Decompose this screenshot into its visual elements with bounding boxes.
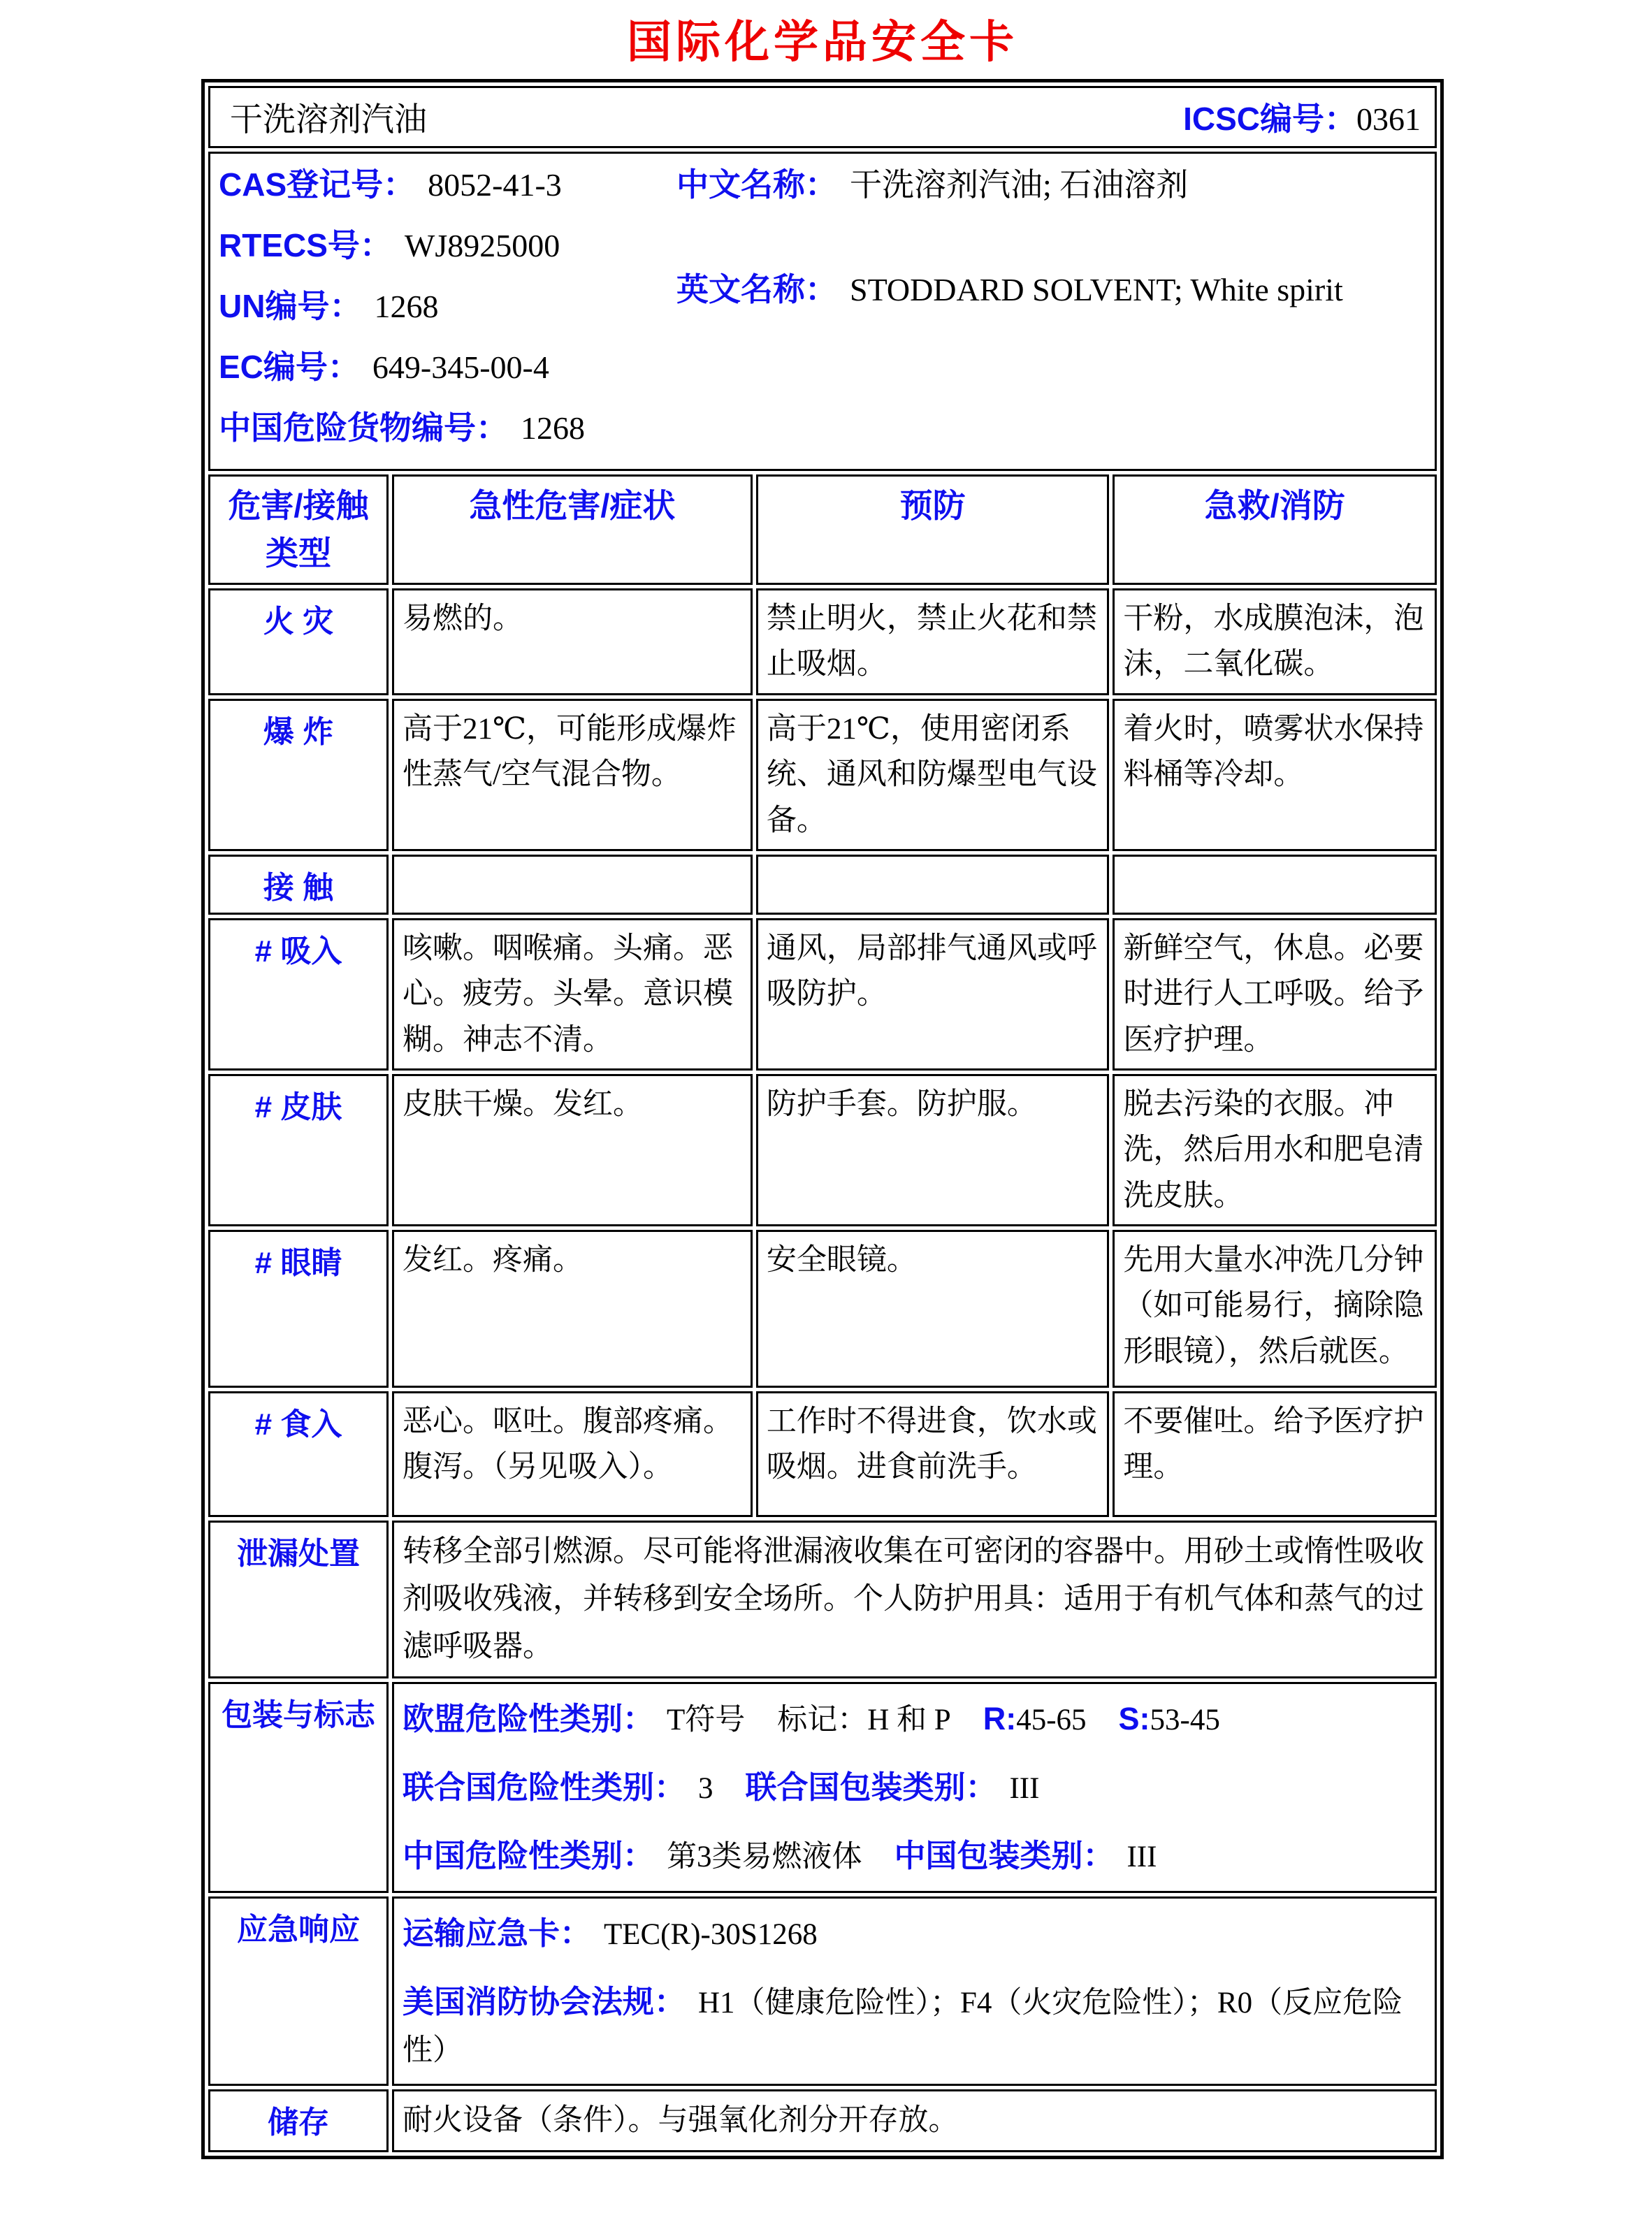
page-title: 国际化学品安全卡 (627, 17, 1018, 67)
cn-pack-value: III (1126, 1840, 1157, 1873)
explosion-response: 着火时，喷雾状水保持料桶等冷却。 (1113, 699, 1437, 851)
packaging-content (392, 1682, 1437, 1893)
emergency-label: 应急响应 (208, 1896, 389, 2087)
fire-prevention: 禁止明火，禁止火花和禁止吸烟。 (756, 588, 1109, 695)
contact-response (1113, 855, 1437, 915)
eyes-row (208, 1230, 1437, 1388)
explosion-label: 爆 炸 (208, 699, 389, 851)
inhalation-label: # 吸入 (208, 918, 389, 1071)
english-name-label: 英文名称： (676, 270, 837, 307)
eyes-symptoms: 发红。疼痛。 (392, 1230, 753, 1388)
un-class-value: 3 (697, 1771, 713, 1805)
rtecs-label: RTECS号： (219, 226, 392, 263)
chinese-name-value: 干洗溶剂汽油; 石油溶剂 (850, 166, 1189, 203)
eyes-label: # 眼睛 (208, 1230, 389, 1388)
eu-class-value: T符号 (666, 1703, 746, 1736)
fire-response: 干粉，水成膜泡沫，泡沫，二氧化碳。 (1113, 588, 1437, 695)
chinese-name-label: 中文名称： (676, 166, 837, 203)
contact-symptoms (392, 855, 753, 915)
eyes-response: 先用大量水冲洗几分钟（如可能易行，摘除隐形眼镜），然后就医。 (1113, 1230, 1437, 1388)
spill-content: 转移全部引燃源。尽可能将泄漏液收集在可密闭的容器中。用砂土或惰性吸收剂吸收残液，并转移到安全场所。个人防护用具：适用于有机气体和蒸气的过滤呼吸器。 (392, 1521, 1437, 1678)
identification-row (208, 152, 1437, 471)
ec-value: 649-345-00-4 (372, 349, 549, 385)
tec-label: 运输应急卡： (402, 1915, 591, 1951)
cas-label: CAS登记号： (219, 166, 416, 203)
un-number-line (219, 281, 676, 327)
name-row (208, 86, 1437, 148)
cas-number-line (219, 159, 676, 205)
explosion-row (208, 699, 1437, 851)
un-pack-label: 联合国包装类别： (745, 1769, 997, 1805)
cn-dangerous-goods-line (219, 402, 676, 449)
ingestion-symptoms: 恶心。呕吐。腹部疼痛。腹泻。（另见吸入）。 (392, 1391, 753, 1517)
ingestion-label: # 食入 (208, 1391, 389, 1517)
ingestion-response: 不要催吐。给予医疗护理。 (1113, 1391, 1437, 1517)
contact-label: 接 触 (208, 855, 389, 915)
cas-value: 8052-41-3 (428, 166, 562, 203)
un-classification-line (403, 1762, 1426, 1813)
contact-prevention (756, 855, 1109, 915)
un-class-label: 联合国危险性类别： (402, 1769, 686, 1805)
un-label: UN编号： (219, 287, 362, 324)
emergency-content (392, 1896, 1437, 2087)
hazard-header-row (208, 474, 1437, 585)
r-phrases-label: R: (983, 1700, 1017, 1736)
ingestion-prevention: 工作时不得进食，饮水或吸烟。进食前洗手。 (756, 1391, 1109, 1517)
eyes-prevention: 安全眼镜。 (756, 1230, 1109, 1388)
eu-class-label: 欧盟危险性类别： (402, 1700, 654, 1736)
explosion-prevention: 高于21℃，使用密闭系统、通风和防爆型电气设备。 (756, 699, 1109, 851)
mark-value: H 和 P (867, 1703, 951, 1736)
chemical-name: 干洗溶剂汽油 (230, 101, 427, 138)
packaging-row (208, 1682, 1437, 1893)
skin-symptoms: 皮肤干燥。发红。 (392, 1074, 753, 1226)
cn-dg-label: 中国危险货物编号： (219, 409, 508, 446)
chinese-name-line (676, 159, 1426, 205)
contact-row (208, 855, 1437, 915)
packaging-label: 包装与标志 (208, 1682, 389, 1893)
cn-class-value: 第3类易燃液体 (666, 1840, 862, 1873)
storage-content: 耐火设备（条件）。与强氧化剂分开存放。 (392, 2089, 1437, 2152)
ec-label: EC编号： (219, 348, 360, 385)
cn-classification-line (403, 1831, 1426, 1881)
fire-label: 火 灾 (208, 588, 389, 695)
icsc-number: 0361 (1356, 101, 1421, 138)
inhalation-prevention: 通风，局部排气通风或呼吸防护。 (756, 918, 1109, 1071)
registry-numbers (219, 159, 676, 463)
safety-card-table (201, 79, 1444, 2160)
skin-label: # 皮肤 (208, 1074, 389, 1226)
skin-response: 脱去污染的衣服。冲洗，然后用水和肥皂清洗皮肤。 (1113, 1074, 1437, 1226)
english-name-line (676, 264, 1426, 310)
fire-row (208, 588, 1437, 695)
rtecs-value: WJ8925000 (404, 227, 560, 263)
rtecs-number-line (219, 220, 676, 266)
ec-number-line (219, 342, 676, 388)
english-name-value: STODDARD SOLVENT; White spirit (850, 271, 1343, 307)
emergency-row (208, 1896, 1437, 2087)
storage-row (208, 2089, 1437, 2152)
fire-symptoms: 易燃的。 (392, 588, 753, 695)
inhalation-row (208, 918, 1437, 1071)
skin-row (208, 1074, 1437, 1226)
s-phrases-value: 53-45 (1150, 1703, 1220, 1736)
inhalation-symptoms: 咳嗽。咽喉痛。头痛。恶心。疲劳。头晕。意识模糊。神志不清。 (392, 918, 753, 1071)
r-phrases-value: 45-65 (1016, 1703, 1087, 1736)
tec-value: TEC(R)-30S1268 (603, 1917, 818, 1951)
ingestion-row (208, 1391, 1437, 1517)
nfpa-value: H1（健康危险性）；F4（火灾危险性）；R0（反应危险性） (402, 1986, 1403, 2067)
spill-row (208, 1521, 1437, 1678)
explosion-symptoms: 高于21℃，可能形成爆炸性蒸气/空气混合物。 (392, 699, 753, 851)
un-value: 1268 (374, 288, 439, 324)
header-first-aid: 急救/消防 (1113, 474, 1437, 585)
cn-dg-value: 1268 (521, 409, 585, 446)
mark-label: 标记： (777, 1703, 868, 1736)
header-hazard-type: 危害/接触 类型 (208, 474, 389, 585)
un-pack-value: III (1009, 1771, 1040, 1805)
header-prevention: 预防 (756, 474, 1109, 585)
name-cell (208, 86, 1437, 148)
spill-label: 泄漏处置 (208, 1521, 389, 1678)
icsc-number-group (1183, 94, 1426, 140)
cn-class-label: 中国危险性类别： (402, 1837, 654, 1873)
storage-label: 储存 (208, 2089, 389, 2152)
transport-card-line (403, 1908, 1426, 1959)
inhalation-response: 新鲜空气，休息。必要时进行人工呼吸。给予医疗护理。 (1113, 918, 1437, 1071)
header-acute-hazards: 急性危害/症状 (392, 474, 753, 585)
cn-pack-label: 中国包装类别： (894, 1837, 1115, 1873)
eu-classification-line (403, 1694, 1426, 1744)
nfpa-line (403, 1977, 1426, 2075)
skin-prevention: 防护手套。防护服。 (756, 1074, 1109, 1226)
nfpa-label: 美国消防协会法规： (402, 1983, 686, 2019)
s-phrases-label: S: (1118, 1700, 1150, 1736)
chemical-names (676, 159, 1426, 463)
icsc-label: ICSC编号： (1183, 101, 1356, 138)
identification-cell (208, 152, 1437, 471)
